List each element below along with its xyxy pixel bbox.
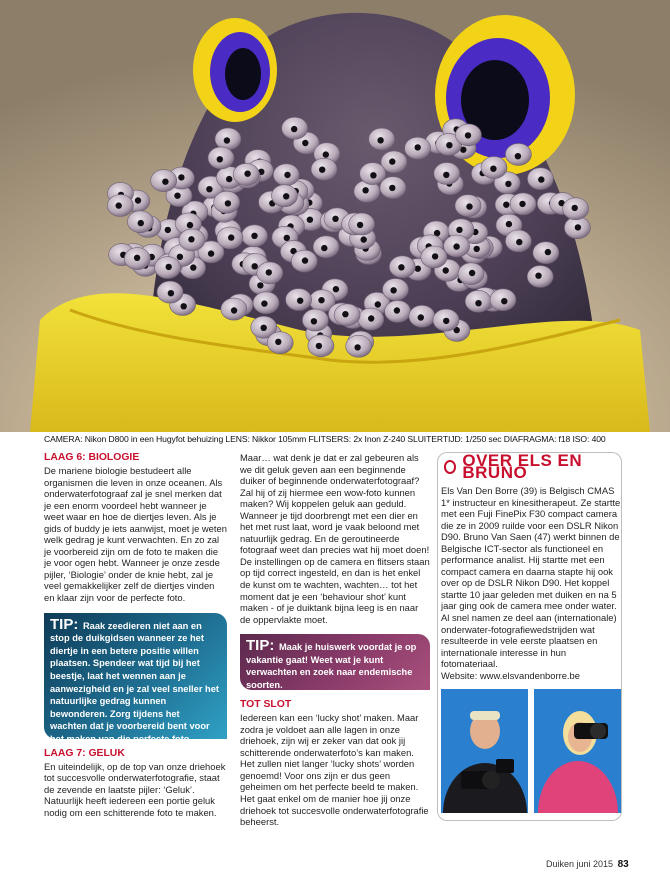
egg-eye: [389, 185, 395, 191]
egg-eye: [357, 222, 363, 228]
egg-eye: [244, 171, 250, 177]
egg-eye: [475, 300, 481, 306]
egg-eye: [297, 298, 303, 304]
egg-eye: [469, 270, 475, 276]
column-middle: [240, 452, 430, 828]
egg-eye: [342, 311, 348, 317]
egg-eye: [398, 264, 404, 270]
egg-eye: [231, 307, 237, 313]
egg-eye: [474, 246, 480, 252]
egg-eye: [319, 167, 325, 173]
egg-eye: [257, 282, 263, 288]
egg-eye: [318, 297, 324, 303]
egg-eye: [362, 187, 368, 193]
about-header: [437, 452, 622, 481]
about-paragraph: Els Van Den Borre (39) is Belgisch CMAS 1* instructeur en kinesitherapeut. Ze startte met een Fuji FinePix F30 compact camera die ze in 2009 ruilde voor een DSLR Nikon D90. Bruno Van Saen (47) werkt binnen de Belgische ICT-sector als functioneel en performance analist. Hij startte met een compact camera en daarna stapte hij ook over op de DSLR Nikon D90. Het koppel startte 10 jaar geleden met duiken en na 5 jaar ging ook de camera mee onder water. Al snel namen ze deel aan (internationale) onderwater-fotografiewedstrijden wat resulteerde in vele eerste plaatsen en internationale interesse in hun fotomateriaal.: [441, 485, 621, 670]
about-title: OVER ELS EN BRUNO: [462, 451, 583, 482]
egg-eye: [284, 172, 290, 178]
about-website[interactable]: Website: www.elsvandenborre.be: [441, 669, 580, 681]
egg-eye: [465, 132, 471, 138]
egg-eye: [177, 254, 183, 260]
egg-eye: [181, 303, 187, 309]
egg-eye: [519, 201, 525, 207]
egg-eye: [252, 263, 258, 269]
about-body: [437, 481, 622, 821]
egg-eye: [375, 301, 381, 307]
egg-eye: [266, 269, 272, 275]
egg-eye: [572, 205, 578, 211]
egg-eye: [505, 181, 511, 187]
fish-illustration: [0, 0, 670, 432]
egg-eye: [284, 235, 290, 241]
left-eye: [193, 18, 277, 122]
egg-eye: [168, 290, 174, 296]
tip-label: TIP:: [246, 637, 275, 655]
egg-eye: [332, 216, 338, 222]
egg-eye: [321, 245, 327, 251]
egg-eye: [506, 221, 512, 227]
egg-eye: [432, 253, 438, 259]
tip-text: Raak zeedieren niet aan en stop de duikgidsen wanneer ze het diertje in een betere positie willen plaatsen. Spendeer wat tijd bij het beestje, laat het wennen aan je aanwezigheid en je zal veel sneller het natuurlijke gedrag kunnen bewonderen. Zorg tijdens het wachten dat je voorbereid bent voor het maken van die perfecte foto.: [50, 620, 219, 744]
egg-eye: [516, 239, 522, 245]
circle-icon: [444, 460, 456, 474]
egg-eye: [116, 202, 122, 208]
egg-eye: [466, 203, 472, 209]
tip-text: Maak je huiswerk voordat je op vakantie gaat! Weet wat je kunt verwachten en zoek naar endemische soorten.: [246, 642, 417, 690]
egg-eye: [316, 343, 322, 349]
heading-luck: LAAG 7: GELUK: [44, 747, 125, 759]
egg-eye: [178, 174, 184, 180]
egg-eye: [134, 255, 140, 261]
heading-conclusion: TOT SLOT: [240, 699, 292, 711]
paragraph-biology: De mariene biologie bestudeert alle organismen die leven in onze oceanen. Als onderwaterfotograaf zal je snel merken dat je een enorm voordeel hebt wanneer je weet waar en hoe de diertjes leven. Als je gids of buddy je iets aanwijst, moet je weten welk gedrag je kunt verwachten. En zo zal je voorbereid zijn om de foto te maken die je voor ogen hebt. Wanneer je onze zesde pijler, ‘Biologie’ onder de knie hebt, zal je veel gemakkelijker zelf de diertjes vinden en klaar zijn voor de perfecte foto.: [44, 465, 227, 604]
egg-eye: [206, 186, 212, 192]
egg-eye: [226, 176, 232, 182]
egg-eye: [275, 339, 281, 345]
egg-eye: [361, 236, 367, 242]
egg-eye: [545, 249, 551, 255]
egg-eye: [501, 298, 507, 304]
egg-eye: [453, 243, 459, 249]
egg-eye: [443, 318, 449, 324]
egg-eye: [166, 264, 172, 270]
magazine-issue: Duiken juni 2015: [546, 859, 614, 869]
egg-eye: [224, 137, 230, 143]
egg-eye: [283, 193, 289, 199]
egg-eye: [575, 224, 581, 230]
portrait-bruno: [441, 689, 528, 813]
egg-eye: [515, 153, 521, 159]
egg-eye: [138, 220, 144, 226]
egg-eye: [323, 151, 329, 157]
egg-eye: [217, 156, 223, 162]
tip-box-biology: [44, 613, 227, 744]
egg-eye: [368, 315, 374, 321]
egg-eye: [389, 158, 395, 164]
paragraph-luck: En uiteindelijk, op de top van onze driehoek tot succesvolle onderwaterfotografie, staat de zevende en laatste pijler: ‘Geluk’. Natuurlijk heeft iedereen een portie geluk nodig om een schitterende foto te maken.: [44, 760, 226, 818]
column-left: [44, 452, 227, 818]
egg-eye: [446, 142, 452, 148]
portrait-els: [534, 689, 621, 813]
egg-eye: [377, 137, 383, 143]
egg-eye: [302, 140, 308, 146]
egg-eye: [208, 250, 214, 256]
egg-eye: [187, 222, 193, 228]
hero-photo: [0, 0, 670, 432]
egg-eye: [188, 236, 194, 242]
heading-biology: LAAG 6: BIOLOGIE: [44, 452, 140, 463]
egg-eye: [354, 344, 360, 350]
egg-eye: [490, 166, 496, 172]
egg-eye: [165, 227, 171, 233]
egg-eye: [261, 300, 267, 306]
egg-eye: [311, 318, 317, 324]
egg-eye: [415, 144, 421, 150]
tip-box-homework: [240, 634, 430, 690]
egg-eye: [418, 314, 424, 320]
paragraph-conclusion: Iedereen kan een ‘lucky shot’ maken. Maar zodra je voldoet aan alle lagen in onze driehoek, zijn wij er zeker van dat ook jij schitterende onderwaterfoto’s kan maken. Het zullen niet langer ‘lucky shots’ worden genoemd! Voor ons zijn er dus geen geheimen om het perfecte beeld te maken. Het gaat enkel om de manier hoe jij onze driehoek tot succesvolle onderwaterfotografie beheerst.: [240, 712, 429, 828]
egg-eye: [333, 286, 339, 292]
egg-eye: [261, 325, 267, 331]
paragraph-patience: Maar… wat denk je dat er zal gebeuren als we dit geluk geven aan een beginnende duiker of beginnende onderwaterfotograaf? Zal hij of zij hiermee een wow-foto kunnen maken? Wij koppelen geluk aan geduld. Wanneer je tijd doorbrengt met een dier en het met rust laat, word je vaak beloond met natuurlijk gedrag. En de geroutineerde fotograaf weet dan precies wat hij moet doen! De instellingen op de camera en flitsers staan op tijd correct ingesteld, en dan is het enkel de kunst om te wachten, wachten… tot het moment dat je een ‘behaviour shot’ kunt maken - of je duiktank bijna leeg is en naar de oppervlakte moet.: [240, 452, 430, 625]
egg-eye: [251, 233, 257, 239]
egg-eye: [370, 172, 376, 178]
egg-eye: [456, 227, 462, 233]
egg-eye: [190, 264, 196, 270]
egg-eye: [535, 273, 541, 279]
egg-eye: [307, 217, 313, 223]
page-footer: [546, 859, 629, 870]
portraits: [441, 689, 621, 813]
photo-caption: CAMERA: Nikon D800 in een Hugyfot behuizing LENS: Nikkor 105mm FLITSERS: 2x Inon Z-240 SLUITERTIJD: 1/250 sec DIAFRAGMA: f18 ISO: 400: [44, 434, 606, 444]
egg-eye: [394, 307, 400, 313]
egg-eye: [135, 197, 141, 203]
egg-eye: [302, 257, 308, 263]
egg-eye: [174, 193, 180, 199]
tip-label: TIP:: [50, 615, 79, 633]
egg-eye: [503, 202, 509, 208]
egg-eye: [443, 172, 449, 178]
page-number: 83: [617, 859, 629, 870]
egg-eye: [225, 200, 231, 206]
egg-eye: [228, 234, 234, 240]
egg-eye: [390, 287, 396, 293]
about-box: [437, 452, 622, 821]
egg-eye: [162, 179, 168, 185]
egg-eye: [443, 267, 449, 273]
egg-eye: [291, 126, 297, 132]
egg-eye: [538, 176, 544, 182]
